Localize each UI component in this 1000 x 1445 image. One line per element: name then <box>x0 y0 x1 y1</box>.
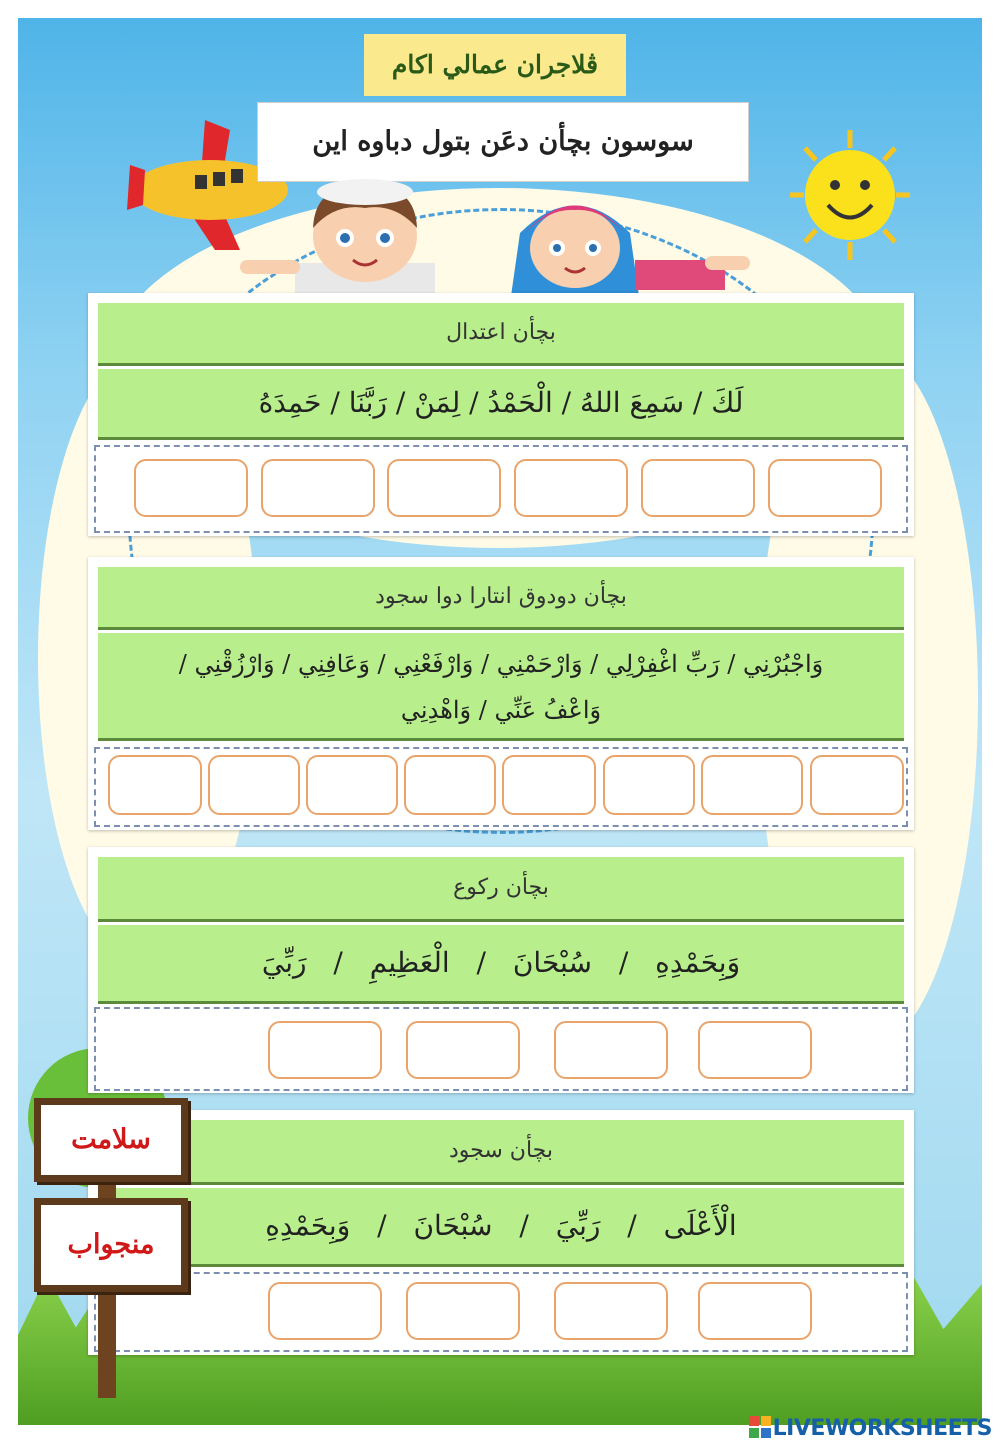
section-itidal <box>88 293 914 536</box>
answer-area <box>94 747 908 827</box>
word-bank: لَكَ / سَمِعَ اللهُ / الْحَمْدُ / لِمَنْ / رَبَّنَا / حَمِدَهُ <box>98 369 904 440</box>
answer-slot[interactable] <box>306 755 398 815</box>
liveworksheets-mark-icon <box>749 1416 771 1438</box>
answer-slot[interactable] <box>404 755 496 815</box>
answer-slot[interactable] <box>641 459 755 517</box>
answer-slot[interactable] <box>134 459 248 517</box>
answer-slot[interactable] <box>554 1282 668 1340</box>
instruction-box: سوسون بچأن دعَن بتول دباوه اين <box>257 102 749 182</box>
liveworksheets-logo <box>749 1416 992 1441</box>
answer-slot[interactable] <box>514 459 628 517</box>
answer-slot[interactable] <box>387 459 501 517</box>
answer-area <box>94 1007 908 1091</box>
children-illustration <box>235 178 765 303</box>
word-bank-line: وَاجْبُرْنِي / رَبِّ اغْفِرْلِي / وَارْحَمْنِي / وَارْفَعْنِي / وَعَافِنِي / وَارْزُقْنِي / <box>178 650 824 678</box>
answer-slot[interactable] <box>268 1021 382 1079</box>
section-heading: بچأن اعتدال <box>98 303 904 366</box>
section-sujud <box>88 1110 914 1355</box>
section-duduk-antara-dua-sujud <box>88 557 914 830</box>
sun-icon <box>790 130 910 260</box>
answer-slot[interactable] <box>406 1282 520 1340</box>
answer-area <box>94 1272 908 1352</box>
section-heading: بچأن سجود <box>98 1120 904 1185</box>
answer-slot[interactable] <box>108 755 202 815</box>
answer-slot[interactable] <box>768 459 882 517</box>
word-bank <box>98 633 904 741</box>
word-bank: الْأَعْلَى / رَبِّيَ / سُبْحَانَ / وَبِحَمْدِهِ <box>98 1188 904 1267</box>
answer-slot[interactable] <box>554 1021 668 1079</box>
page-title: ڤلاجران عمالي اكام <box>364 34 626 96</box>
answer-area <box>94 445 908 533</box>
liveworksheets-text: LIVEWORKSHEETS <box>772 1416 992 1441</box>
word-bank-line: وَاعْفُ عَنِّي / وَاهْدِنِي <box>400 696 602 724</box>
signpost <box>30 1098 200 1398</box>
answer-slot[interactable] <box>603 755 695 815</box>
section-heading: بچأن دودوق انتارا دوا سجود <box>98 567 904 630</box>
section-rukuk <box>88 847 914 1093</box>
sign-menjawab: منجواب <box>34 1198 188 1292</box>
answer-slot[interactable] <box>502 755 596 815</box>
answer-slot[interactable] <box>208 755 300 815</box>
answer-slot[interactable] <box>698 1282 812 1340</box>
section-heading: بچأن رکوع <box>98 857 904 922</box>
answer-slot[interactable] <box>810 755 904 815</box>
answer-slot[interactable] <box>268 1282 382 1340</box>
word-bank: وَبِحَمْدِهِ / سُبْحَانَ / الْعَظِيمِ / رَبِّيَ <box>98 925 904 1004</box>
sign-salamat: سلامت <box>34 1098 188 1182</box>
answer-slot[interactable] <box>698 1021 812 1079</box>
answer-slot[interactable] <box>701 755 803 815</box>
answer-slot[interactable] <box>261 459 375 517</box>
answer-slot[interactable] <box>406 1021 520 1079</box>
